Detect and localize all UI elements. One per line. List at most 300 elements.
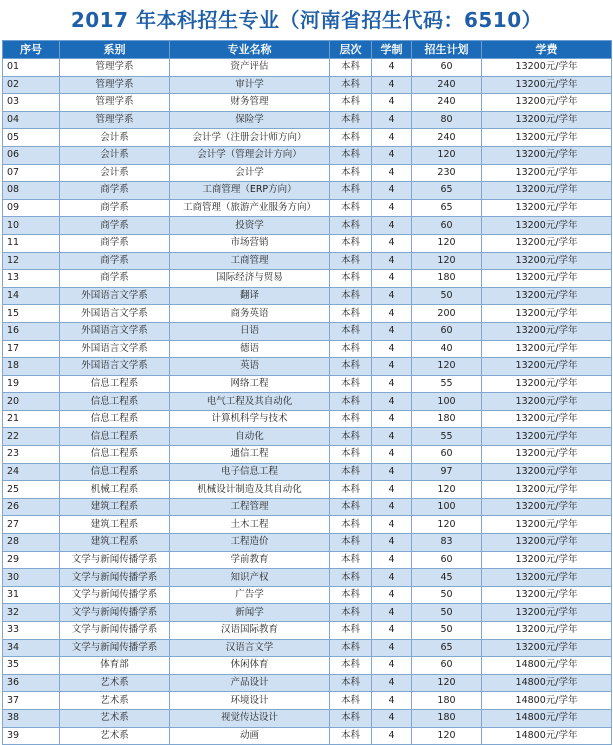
- cell-index: 38: [3, 709, 60, 727]
- header-level: 层次: [330, 41, 372, 59]
- cell-index: 07: [3, 164, 60, 182]
- cell-index: 09: [3, 199, 60, 217]
- cell-tuition: 13200元/学年: [482, 270, 612, 288]
- cell-major: 工程造价: [170, 534, 330, 552]
- cell-quota: 120: [412, 358, 482, 376]
- cell-tuition: 13200元/学年: [482, 199, 612, 217]
- cell-department: 信息工程系: [60, 410, 170, 428]
- cell-level: 本科: [330, 551, 372, 569]
- cell-level: 本科: [330, 252, 372, 270]
- table-row: [3, 622, 612, 640]
- table-row: [3, 287, 612, 305]
- cell-department: 外国语言文学系: [60, 322, 170, 340]
- cell-index: 35: [3, 657, 60, 675]
- cell-major: 汉语国际教育: [170, 622, 330, 640]
- cell-tuition: 13200元/学年: [482, 622, 612, 640]
- cell-major: 会计学（管理会计方向）: [170, 146, 330, 164]
- cell-quota: 83: [412, 534, 482, 552]
- cell-duration: 4: [372, 358, 412, 376]
- cell-tuition: 13200元/学年: [482, 639, 612, 657]
- cell-major: 翻译: [170, 287, 330, 305]
- cell-department: 信息工程系: [60, 428, 170, 446]
- cell-major: 工商管理: [170, 252, 330, 270]
- cell-department: 管理学系: [60, 76, 170, 94]
- cell-level: 本科: [330, 375, 372, 393]
- cell-tuition: 13200元/学年: [482, 586, 612, 604]
- cell-department: 信息工程系: [60, 375, 170, 393]
- cell-index: 03: [3, 94, 60, 112]
- cell-level: 本科: [330, 322, 372, 340]
- cell-duration: 4: [372, 252, 412, 270]
- cell-department: 商学系: [60, 252, 170, 270]
- cell-level: 本科: [330, 270, 372, 288]
- cell-level: 本科: [330, 129, 372, 147]
- cell-quota: 97: [412, 463, 482, 481]
- cell-duration: 4: [372, 481, 412, 499]
- cell-tuition: 13200元/学年: [482, 252, 612, 270]
- cell-level: 本科: [330, 164, 372, 182]
- table-row: [3, 234, 612, 252]
- cell-major: 德语: [170, 340, 330, 358]
- cell-level: 本科: [330, 709, 372, 727]
- cell-duration: 4: [372, 534, 412, 552]
- cell-department: 外国语言文学系: [60, 287, 170, 305]
- cell-tuition: 13200元/学年: [482, 94, 612, 112]
- table-row: [3, 428, 612, 446]
- cell-quota: 230: [412, 164, 482, 182]
- cell-index: 32: [3, 604, 60, 622]
- cell-index: 28: [3, 534, 60, 552]
- cell-major: 土木工程: [170, 516, 330, 534]
- table-row: [3, 217, 612, 235]
- cell-quota: 55: [412, 375, 482, 393]
- cell-tuition: 13200元/学年: [482, 358, 612, 376]
- cell-major: 会计学（注册会计师方向）: [170, 129, 330, 147]
- cell-department: 信息工程系: [60, 463, 170, 481]
- cell-quota: 50: [412, 586, 482, 604]
- cell-major: 市场营销: [170, 234, 330, 252]
- cell-quota: 65: [412, 199, 482, 217]
- cell-level: 本科: [330, 76, 372, 94]
- cell-quota: 180: [412, 270, 482, 288]
- cell-level: 本科: [330, 217, 372, 235]
- cell-index: 31: [3, 586, 60, 604]
- cell-index: 19: [3, 375, 60, 393]
- cell-index: 15: [3, 305, 60, 323]
- cell-duration: 4: [372, 111, 412, 129]
- cell-major: 会计学: [170, 164, 330, 182]
- cell-level: 本科: [330, 305, 372, 323]
- cell-major: 英语: [170, 358, 330, 376]
- cell-quota: 180: [412, 410, 482, 428]
- cell-major: 商务英语: [170, 305, 330, 323]
- cell-tuition: 13200元/学年: [482, 111, 612, 129]
- header-quota: 招生计划: [412, 41, 482, 59]
- cell-tuition: 13200元/学年: [482, 287, 612, 305]
- cell-quota: 65: [412, 182, 482, 200]
- cell-level: 本科: [330, 481, 372, 499]
- cell-level: 本科: [330, 340, 372, 358]
- header-department: 系别: [60, 41, 170, 59]
- cell-quota: 240: [412, 94, 482, 112]
- cell-department: 文学与新闻传播学系: [60, 569, 170, 587]
- table-row: [3, 146, 612, 164]
- major-table: [2, 40, 612, 745]
- cell-quota: 100: [412, 393, 482, 411]
- cell-index: 11: [3, 234, 60, 252]
- header-major: 专业名称: [170, 41, 330, 59]
- table-row: [3, 76, 612, 94]
- cell-index: 21: [3, 410, 60, 428]
- cell-department: 管理学系: [60, 94, 170, 112]
- cell-index: 08: [3, 182, 60, 200]
- table-row: [3, 674, 612, 692]
- table-row: [3, 410, 612, 428]
- cell-index: 33: [3, 622, 60, 640]
- cell-level: 本科: [330, 604, 372, 622]
- table-row: [3, 446, 612, 464]
- table-row: [3, 129, 612, 147]
- table-row: [3, 182, 612, 200]
- cell-tuition: 13200元/学年: [482, 393, 612, 411]
- cell-tuition: 13200元/学年: [482, 569, 612, 587]
- cell-quota: 60: [412, 657, 482, 675]
- cell-tuition: 13200元/学年: [482, 322, 612, 340]
- cell-level: 本科: [330, 446, 372, 464]
- table-row: [3, 111, 612, 129]
- cell-major: 资产评估: [170, 59, 330, 77]
- cell-tuition: 13200元/学年: [482, 305, 612, 323]
- table-row: [3, 270, 612, 288]
- cell-level: 本科: [330, 410, 372, 428]
- cell-index: 22: [3, 428, 60, 446]
- cell-department: 信息工程系: [60, 446, 170, 464]
- cell-index: 16: [3, 322, 60, 340]
- cell-quota: 55: [412, 428, 482, 446]
- cell-department: 艺术系: [60, 709, 170, 727]
- cell-duration: 4: [372, 586, 412, 604]
- cell-quota: 60: [412, 322, 482, 340]
- table-row: [3, 481, 612, 499]
- cell-quota: 120: [412, 516, 482, 534]
- cell-index: 06: [3, 146, 60, 164]
- cell-level: 本科: [330, 463, 372, 481]
- cell-level: 本科: [330, 692, 372, 710]
- cell-department: 文学与新闻传播学系: [60, 551, 170, 569]
- cell-duration: 4: [372, 622, 412, 640]
- cell-tuition: 13200元/学年: [482, 182, 612, 200]
- table-row: [3, 94, 612, 112]
- table-row: [3, 727, 612, 745]
- cell-level: 本科: [330, 94, 372, 112]
- cell-duration: 4: [372, 76, 412, 94]
- cell-index: 04: [3, 111, 60, 129]
- cell-tuition: 13200元/学年: [482, 534, 612, 552]
- cell-duration: 4: [372, 59, 412, 77]
- cell-index: 37: [3, 692, 60, 710]
- table-row: [3, 639, 612, 657]
- cell-quota: 60: [412, 446, 482, 464]
- cell-duration: 4: [372, 182, 412, 200]
- table-row: [3, 516, 612, 534]
- cell-index: 39: [3, 727, 60, 745]
- cell-duration: 4: [372, 375, 412, 393]
- cell-major: 产品设计: [170, 674, 330, 692]
- cell-level: 本科: [330, 534, 372, 552]
- cell-index: 17: [3, 340, 60, 358]
- cell-quota: 50: [412, 604, 482, 622]
- table-row: [3, 322, 612, 340]
- cell-quota: 200: [412, 305, 482, 323]
- cell-major: 计算机科学与技术: [170, 410, 330, 428]
- cell-duration: 4: [372, 146, 412, 164]
- table-row: [3, 305, 612, 323]
- cell-department: 体育部: [60, 657, 170, 675]
- cell-duration: 4: [372, 657, 412, 675]
- cell-level: 本科: [330, 516, 372, 534]
- table-row: [3, 534, 612, 552]
- cell-quota: 120: [412, 146, 482, 164]
- cell-level: 本科: [330, 59, 372, 77]
- cell-index: 18: [3, 358, 60, 376]
- cell-quota: 50: [412, 287, 482, 305]
- cell-major: 动画: [170, 727, 330, 745]
- cell-level: 本科: [330, 657, 372, 675]
- cell-major: 财务管理: [170, 94, 330, 112]
- cell-index: 30: [3, 569, 60, 587]
- cell-tuition: 13200元/学年: [482, 129, 612, 147]
- cell-department: 建筑工程系: [60, 498, 170, 516]
- cell-department: 机械工程系: [60, 481, 170, 499]
- table-row: [3, 199, 612, 217]
- cell-department: 管理学系: [60, 59, 170, 77]
- cell-quota: 65: [412, 639, 482, 657]
- cell-duration: 4: [372, 551, 412, 569]
- cell-tuition: 14800元/学年: [482, 692, 612, 710]
- cell-tuition: 14800元/学年: [482, 727, 612, 745]
- cell-department: 会计系: [60, 164, 170, 182]
- cell-duration: 4: [372, 340, 412, 358]
- cell-duration: 4: [372, 498, 412, 516]
- cell-duration: 4: [372, 234, 412, 252]
- cell-quota: 45: [412, 569, 482, 587]
- cell-department: 建筑工程系: [60, 516, 170, 534]
- cell-tuition: 13200元/学年: [482, 604, 612, 622]
- cell-major: 环境设计: [170, 692, 330, 710]
- cell-major: 视觉传达设计: [170, 709, 330, 727]
- table-row: [3, 551, 612, 569]
- cell-duration: 4: [372, 639, 412, 657]
- cell-duration: 4: [372, 446, 412, 464]
- cell-tuition: 13200元/学年: [482, 59, 612, 77]
- cell-tuition: 13200元/学年: [482, 375, 612, 393]
- cell-major: 保险学: [170, 111, 330, 129]
- cell-major: 工商管理（ERP方向）: [170, 182, 330, 200]
- cell-quota: 120: [412, 674, 482, 692]
- cell-major: 学前教育: [170, 551, 330, 569]
- table-row: [3, 657, 612, 675]
- table-row: [3, 340, 612, 358]
- cell-duration: 4: [372, 727, 412, 745]
- cell-index: 23: [3, 446, 60, 464]
- cell-major: 新闻学: [170, 604, 330, 622]
- table-row: [3, 375, 612, 393]
- cell-quota: 120: [412, 234, 482, 252]
- table-row: [3, 463, 612, 481]
- cell-duration: 4: [372, 410, 412, 428]
- cell-level: 本科: [330, 146, 372, 164]
- table-row: [3, 709, 612, 727]
- cell-tuition: 14800元/学年: [482, 709, 612, 727]
- cell-level: 本科: [330, 622, 372, 640]
- table-row: [3, 569, 612, 587]
- cell-major: 机械设计制造及其自动化: [170, 481, 330, 499]
- cell-department: 外国语言文学系: [60, 340, 170, 358]
- cell-duration: 4: [372, 604, 412, 622]
- cell-index: 01: [3, 59, 60, 77]
- cell-index: 34: [3, 639, 60, 657]
- table-header-row: [3, 41, 612, 59]
- cell-duration: 4: [372, 516, 412, 534]
- table-row: [3, 59, 612, 77]
- cell-index: 26: [3, 498, 60, 516]
- cell-quota: 40: [412, 340, 482, 358]
- cell-major: 工程管理: [170, 498, 330, 516]
- cell-quota: 100: [412, 498, 482, 516]
- cell-duration: 4: [372, 129, 412, 147]
- table-row: [3, 692, 612, 710]
- cell-tuition: 13200元/学年: [482, 446, 612, 464]
- cell-level: 本科: [330, 586, 372, 604]
- cell-quota: 60: [412, 59, 482, 77]
- table-row: [3, 498, 612, 516]
- cell-department: 艺术系: [60, 692, 170, 710]
- table-row: [3, 604, 612, 622]
- cell-quota: 240: [412, 129, 482, 147]
- cell-major: 审计学: [170, 76, 330, 94]
- cell-index: 25: [3, 481, 60, 499]
- cell-duration: 4: [372, 322, 412, 340]
- cell-quota: 240: [412, 76, 482, 94]
- cell-department: 商学系: [60, 234, 170, 252]
- cell-department: 商学系: [60, 217, 170, 235]
- cell-level: 本科: [330, 393, 372, 411]
- cell-major: 国际经济与贸易: [170, 270, 330, 288]
- cell-tuition: 13200元/学年: [482, 463, 612, 481]
- cell-department: 商学系: [60, 270, 170, 288]
- cell-level: 本科: [330, 428, 372, 446]
- table-row: [3, 164, 612, 182]
- cell-duration: 4: [372, 692, 412, 710]
- cell-duration: 4: [372, 393, 412, 411]
- cell-tuition: 13200元/学年: [482, 498, 612, 516]
- cell-major: 工商管理（旅游产业服务方向）: [170, 199, 330, 217]
- cell-tuition: 13200元/学年: [482, 481, 612, 499]
- cell-department: 商学系: [60, 199, 170, 217]
- cell-index: 27: [3, 516, 60, 534]
- cell-level: 本科: [330, 287, 372, 305]
- cell-duration: 4: [372, 287, 412, 305]
- cell-major: 休闲体育: [170, 657, 330, 675]
- cell-quota: 120: [412, 252, 482, 270]
- cell-department: 文学与新闻传播学系: [60, 622, 170, 640]
- cell-tuition: 13200元/学年: [482, 164, 612, 182]
- cell-department: 文学与新闻传播学系: [60, 604, 170, 622]
- cell-quota: 60: [412, 217, 482, 235]
- cell-major: 投资学: [170, 217, 330, 235]
- cell-department: 艺术系: [60, 674, 170, 692]
- cell-duration: 4: [372, 270, 412, 288]
- cell-index: 02: [3, 76, 60, 94]
- cell-index: 14: [3, 287, 60, 305]
- cell-tuition: 13200元/学年: [482, 516, 612, 534]
- header-tuition: 学费: [482, 41, 612, 59]
- cell-duration: 4: [372, 94, 412, 112]
- cell-level: 本科: [330, 674, 372, 692]
- cell-index: 12: [3, 252, 60, 270]
- cell-tuition: 13200元/学年: [482, 410, 612, 428]
- cell-quota: 50: [412, 622, 482, 640]
- cell-department: 外国语言文学系: [60, 305, 170, 323]
- cell-tuition: 13200元/学年: [482, 76, 612, 94]
- cell-department: 会计系: [60, 146, 170, 164]
- cell-index: 13: [3, 270, 60, 288]
- cell-tuition: 14800元/学年: [482, 674, 612, 692]
- cell-department: 会计系: [60, 129, 170, 147]
- cell-tuition: 13200元/学年: [482, 428, 612, 446]
- cell-level: 本科: [330, 569, 372, 587]
- cell-index: 24: [3, 463, 60, 481]
- cell-duration: 4: [372, 674, 412, 692]
- cell-tuition: 14800元/学年: [482, 657, 612, 675]
- cell-quota: 180: [412, 709, 482, 727]
- cell-department: 商学系: [60, 182, 170, 200]
- cell-quota: 180: [412, 692, 482, 710]
- cell-index: 20: [3, 393, 60, 411]
- table-row: [3, 358, 612, 376]
- cell-level: 本科: [330, 358, 372, 376]
- cell-index: 36: [3, 674, 60, 692]
- cell-major: 自动化: [170, 428, 330, 446]
- cell-quota: 120: [412, 481, 482, 499]
- cell-department: 文学与新闻传播学系: [60, 586, 170, 604]
- cell-duration: 4: [372, 428, 412, 446]
- cell-tuition: 13200元/学年: [482, 217, 612, 235]
- cell-department: 艺术系: [60, 727, 170, 745]
- cell-duration: 4: [372, 569, 412, 587]
- table-body: [3, 59, 612, 745]
- table-row: [3, 393, 612, 411]
- cell-duration: 4: [372, 463, 412, 481]
- cell-level: 本科: [330, 234, 372, 252]
- cell-quota: 60: [412, 551, 482, 569]
- cell-index: 29: [3, 551, 60, 569]
- cell-index: 10: [3, 217, 60, 235]
- cell-major: 知识产权: [170, 569, 330, 587]
- cell-duration: 4: [372, 217, 412, 235]
- cell-tuition: 13200元/学年: [482, 234, 612, 252]
- cell-major: 电子信息工程: [170, 463, 330, 481]
- cell-tuition: 13200元/学年: [482, 146, 612, 164]
- cell-level: 本科: [330, 111, 372, 129]
- cell-major: 汉语言文学: [170, 639, 330, 657]
- cell-level: 本科: [330, 727, 372, 745]
- page-title: 2017 年本科招生专业（河南省招生代码：6510）: [70, 8, 543, 32]
- cell-major: 日语: [170, 322, 330, 340]
- header-duration: 学制: [372, 41, 412, 59]
- cell-major: 通信工程: [170, 446, 330, 464]
- cell-department: 信息工程系: [60, 393, 170, 411]
